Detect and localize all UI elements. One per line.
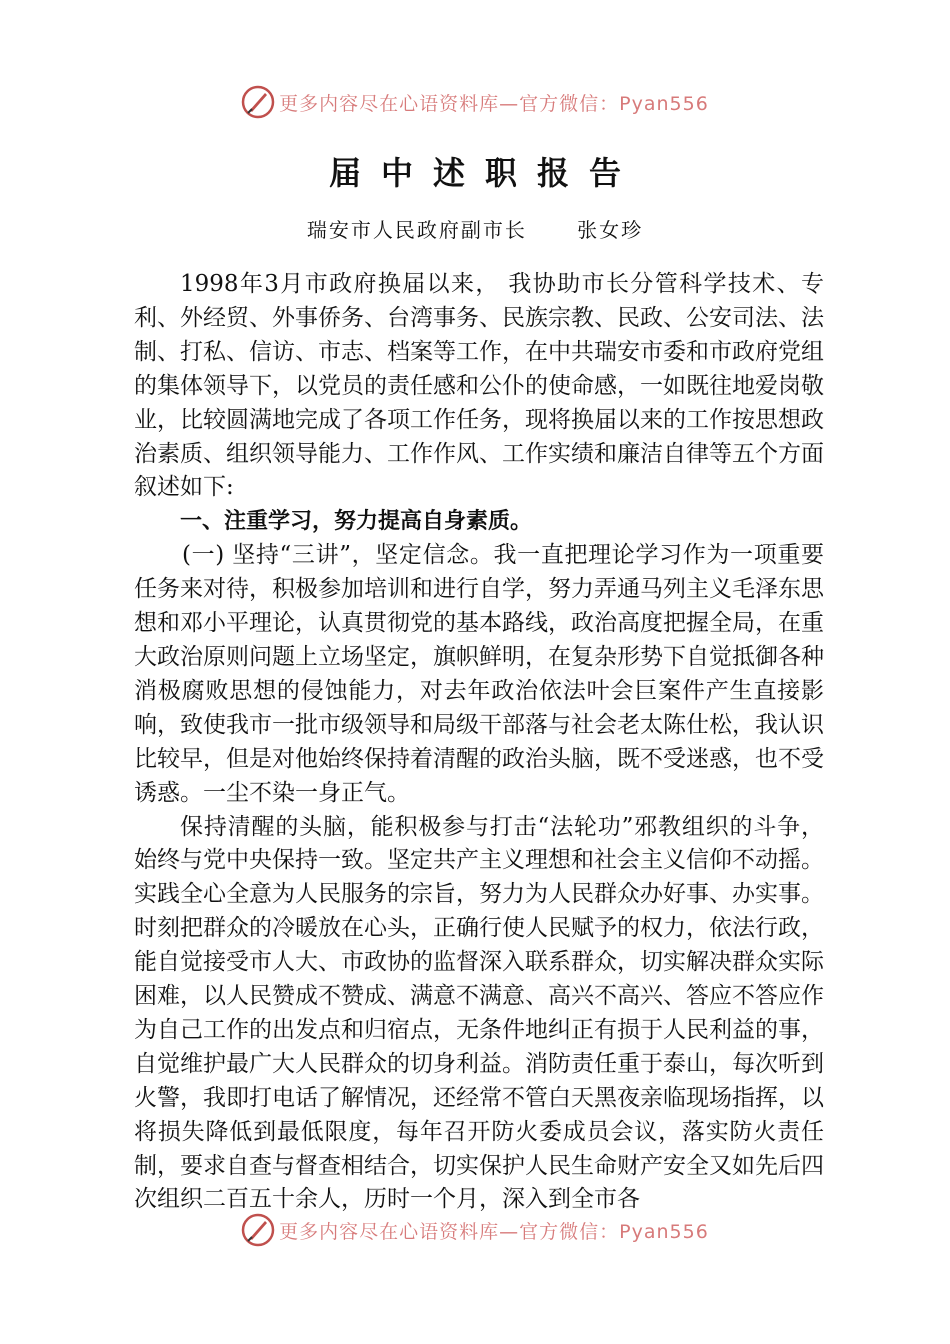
paragraph: 保持清醒的头脑，能积极参与打击“法轮功”邪教组织的斗争，始终与党中央保持一致。坚定共产主义理想和社会主义信仰不动摇。实践全心全意为人民服务的宗旨，努力为人民群众办好事、办实事。时刻把群众的冷暖放在心头，正确行使人民赋予的权力，依法行政，能自觉接受市人大、市政协的监督深入联系群众，切实解决群众实际困难，以人民赞成不赞成、满意不满意、高兴不高兴、答应不答应作为自己工作的出发点和归宿点，无条件地纠正有损于人民利益的事，自觉维护最广大人民群众的切身利益。消防责任重于泰山，每次听到火警，我即打电话了解情况，还经常不管白天黑夜亲临现场指挥，以将损失降低到最低限度，每年召开防火委成员会议，落实防火责任制，要求自查与督查相结合，切实保护人民生命财产安全又如先后四次组织二百五十余人，历时一个月，深入到全市各 (134, 813, 824, 1213)
quill-logo-icon (241, 1213, 275, 1247)
section-heading: 一、注重学习，努力提高自身素质。 (180, 509, 533, 535)
paragraph-intro: 1998年3月市政府换届以来， 我协助市长分管科学技术、专利、外经贸、外事侨务、台湾事务、民族宗教、民政、公安司法、法制、打私、信访、市志、档案等工作，在中共瑞安市委和市政府党组的集体领导下，以党员的责任感和公仆的使命感，一如既往地爱岗敬业，比较圆满地完成了各项工作任务，现将换届以来的工作按思想政治素质、组织领导能力、工作作风、工作实绩和廉洁自律等五个方面叙述如下: (134, 271, 824, 501)
watermark-text: 更多内容尽在心语资料库—官方微信：Pyan556 (279, 92, 709, 115)
page-title: 届中述职报告 (328, 154, 641, 192)
quill-logo-icon (241, 85, 275, 119)
paragraph: (一) 坚持“三讲”，坚定信念。我一直把理论学习作为一项重要任务来对待，积极参加培训和进行自学，努力弄通马列主义毛泽东思想和邓小平理论，认真贯彻党的基本路线，政治高度把握全局，在重大政治原则问题上立场坚定，旗帜鲜明，在复杂形势下自觉抵御各种消极腐败思想的侵蚀能力，对去年政治依法叶会巨案件产生直接影响，致使我市一批市级领导和局级干部落与社会老太陈仕松，我认识比较早，但是对他始终保持着清醒的政治头脑，既不受迷惑，也不受诱惑。一尘不染一身正气。 (134, 542, 824, 806)
author-line: 瑞安市人民政府副市长 张女珍 (306, 218, 644, 242)
watermark-top (0, 82, 950, 122)
watermark-bottom (0, 1210, 950, 1250)
report-body (134, 268, 824, 1217)
watermark-text: 更多内容尽在心语资料库—官方微信：Pyan556 (279, 1220, 709, 1243)
